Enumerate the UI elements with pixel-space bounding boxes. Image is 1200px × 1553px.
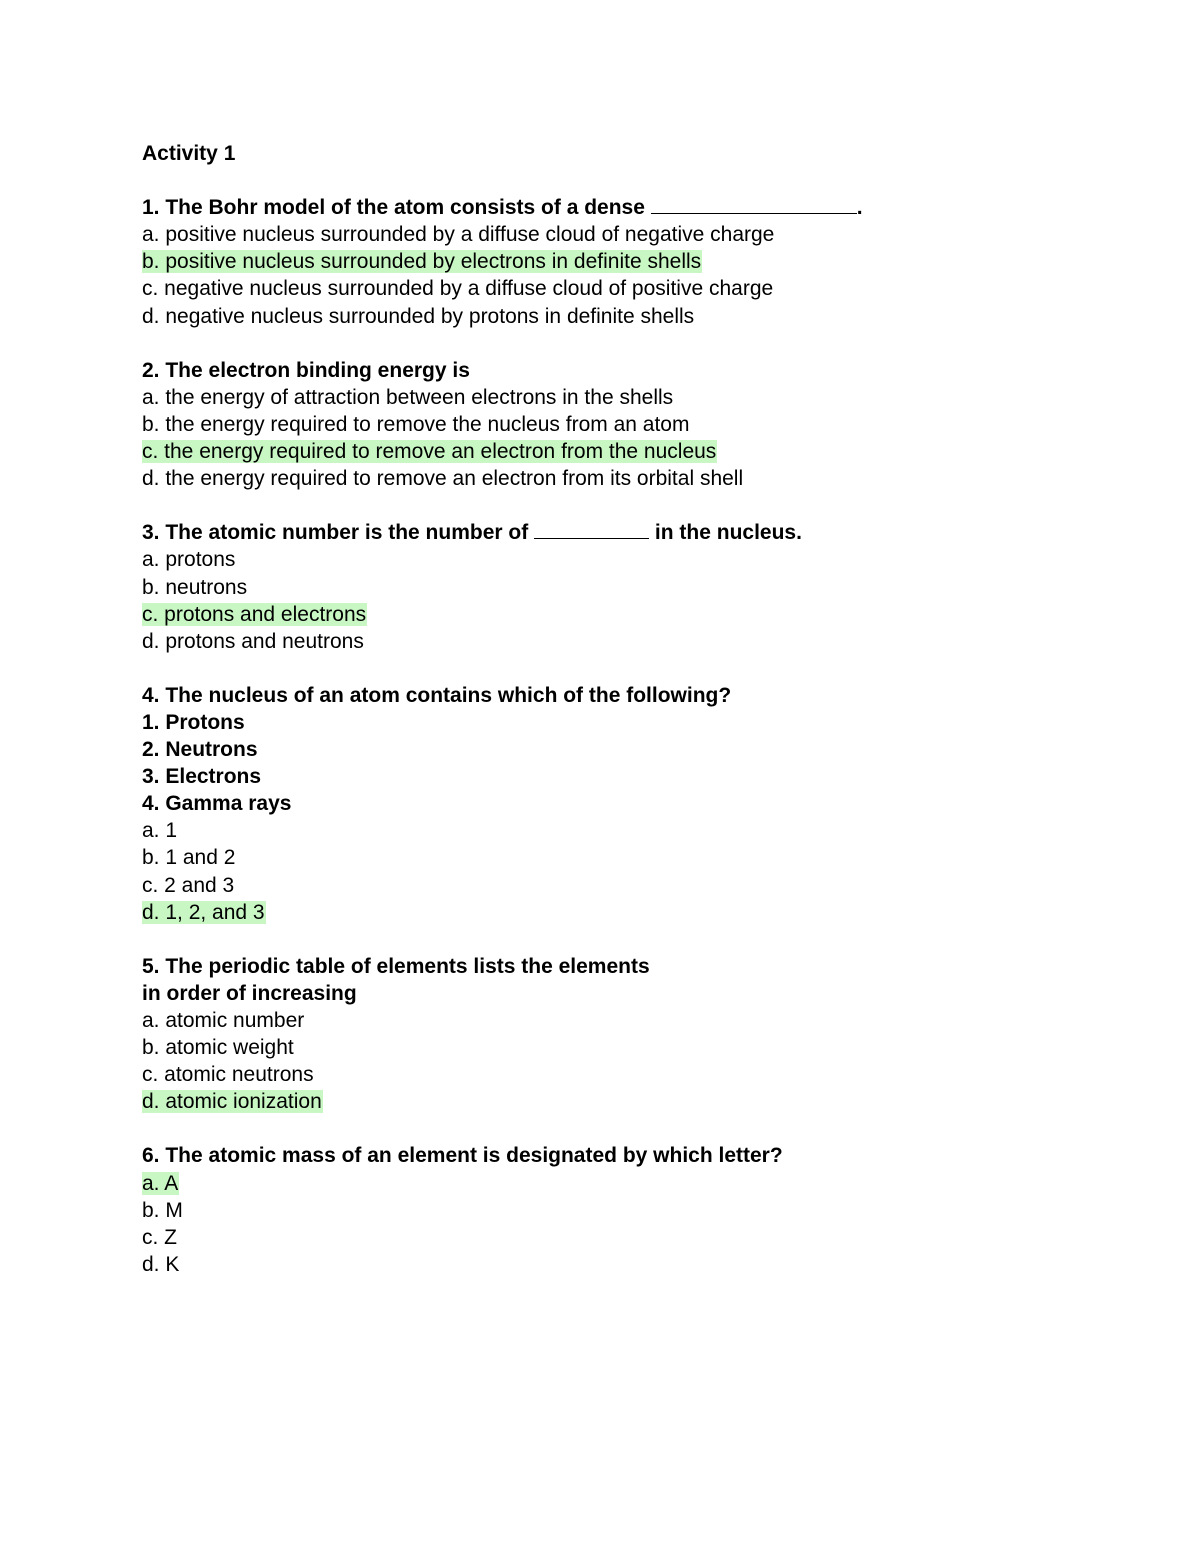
option-text: c. 2 and 3 <box>142 873 235 897</box>
question-2 <box>142 357 1142 492</box>
answer-option <box>142 384 1142 411</box>
option-text: c. negative nucleus surrounded by a diffuse cloud of positive charge <box>142 277 774 301</box>
question-4 <box>142 682 1142 926</box>
question-1 <box>142 194 1142 329</box>
answer-option <box>142 844 1142 871</box>
option-text: d. 1, 2, and 3 <box>142 900 265 924</box>
option-text: a. A <box>142 1171 179 1195</box>
option-text: c. protons and electrons <box>142 602 367 626</box>
answer-option <box>142 411 1142 438</box>
answer-option <box>142 628 1142 655</box>
answer-option <box>142 465 1142 492</box>
question-stem-line-2: in order of increasing <box>142 981 357 1005</box>
list-item: 4. Gamma rays <box>142 792 292 816</box>
question-stem: 5. The periodic table of elements lists the elements <box>142 954 650 978</box>
option-text: d. atomic ionization <box>142 1090 322 1114</box>
option-text: b. positive nucleus surrounded by electrons in definite shells <box>142 250 702 274</box>
answer-option <box>142 1061 1142 1088</box>
option-text: a. protons <box>142 548 236 572</box>
option-text: b. atomic weight <box>142 1036 294 1060</box>
question-6 <box>142 1142 1142 1277</box>
option-text: c. the energy required to remove an electron from the nucleus <box>142 440 717 464</box>
option-text: d. negative nucleus surrounded by protons in definite shells <box>142 304 695 328</box>
question-stem-end: in the nucleus. <box>654 521 802 545</box>
option-text: b. neutrons <box>142 575 248 599</box>
answer-option <box>142 303 1142 330</box>
list-item: 3. Electrons <box>142 765 262 789</box>
answer-option <box>142 1197 1142 1224</box>
answer-option-highlighted <box>142 248 1142 275</box>
answer-option <box>142 275 1142 302</box>
answer-option-highlighted <box>142 1170 1142 1197</box>
question-stem-text: 1. The Bohr model of the atom consists of a dense <box>142 196 645 220</box>
option-text: a. positive nucleus surrounded by a diffuse cloud of negative charge <box>142 223 775 247</box>
question-stem: 6. The atomic mass of an element is designated by which letter? <box>142 1144 783 1168</box>
question-stem: 2. The electron binding energy is <box>142 358 470 382</box>
question-stem <box>142 519 1142 546</box>
option-text: d. K <box>142 1252 180 1276</box>
question-stem-text: 3. The atomic number is the number of <box>142 521 529 545</box>
list-item: 2. Neutrons <box>142 738 258 762</box>
answer-option-highlighted <box>142 601 1142 628</box>
option-text: d. the energy required to remove an electron from its orbital shell <box>142 467 744 491</box>
answer-blank <box>651 194 857 214</box>
question-stem <box>142 194 1142 221</box>
answer-option-highlighted <box>142 1088 1142 1115</box>
option-text: b. M <box>142 1198 183 1222</box>
document-page <box>142 140 1142 1305</box>
option-text: b. 1 and 2 <box>142 846 236 870</box>
option-text: a. atomic number <box>142 1009 305 1032</box>
answer-option <box>142 1224 1142 1251</box>
question-5 <box>142 953 1142 1116</box>
option-text: a. 1 <box>142 819 178 843</box>
option-text: d. protons and neutrons <box>142 629 364 653</box>
answer-option <box>142 817 1142 844</box>
question-stem-end: . <box>856 196 863 220</box>
answer-option <box>142 221 1142 248</box>
option-text: a. the energy of attraction between electrons in the shells <box>142 385 674 409</box>
answer-option <box>142 1251 1142 1278</box>
option-text: c. atomic neutrons <box>142 1063 314 1087</box>
option-text: c. Z <box>142 1225 177 1249</box>
answer-option-highlighted <box>142 899 1142 926</box>
question-3 <box>142 519 1142 654</box>
option-text: b. the energy required to remove the nucleus from an atom <box>142 412 690 436</box>
page-title: Activity 1 <box>142 142 236 165</box>
answer-option-highlighted <box>142 438 1142 465</box>
question-stem: 4. The nucleus of an atom contains which of the following? <box>142 683 732 707</box>
answer-option <box>142 1034 1142 1061</box>
answer-option <box>142 1007 1142 1034</box>
answer-option <box>142 546 1142 573</box>
answer-option <box>142 872 1142 899</box>
answer-blank <box>534 519 649 539</box>
answer-option <box>142 574 1142 601</box>
list-item: 1. Protons <box>142 710 245 734</box>
